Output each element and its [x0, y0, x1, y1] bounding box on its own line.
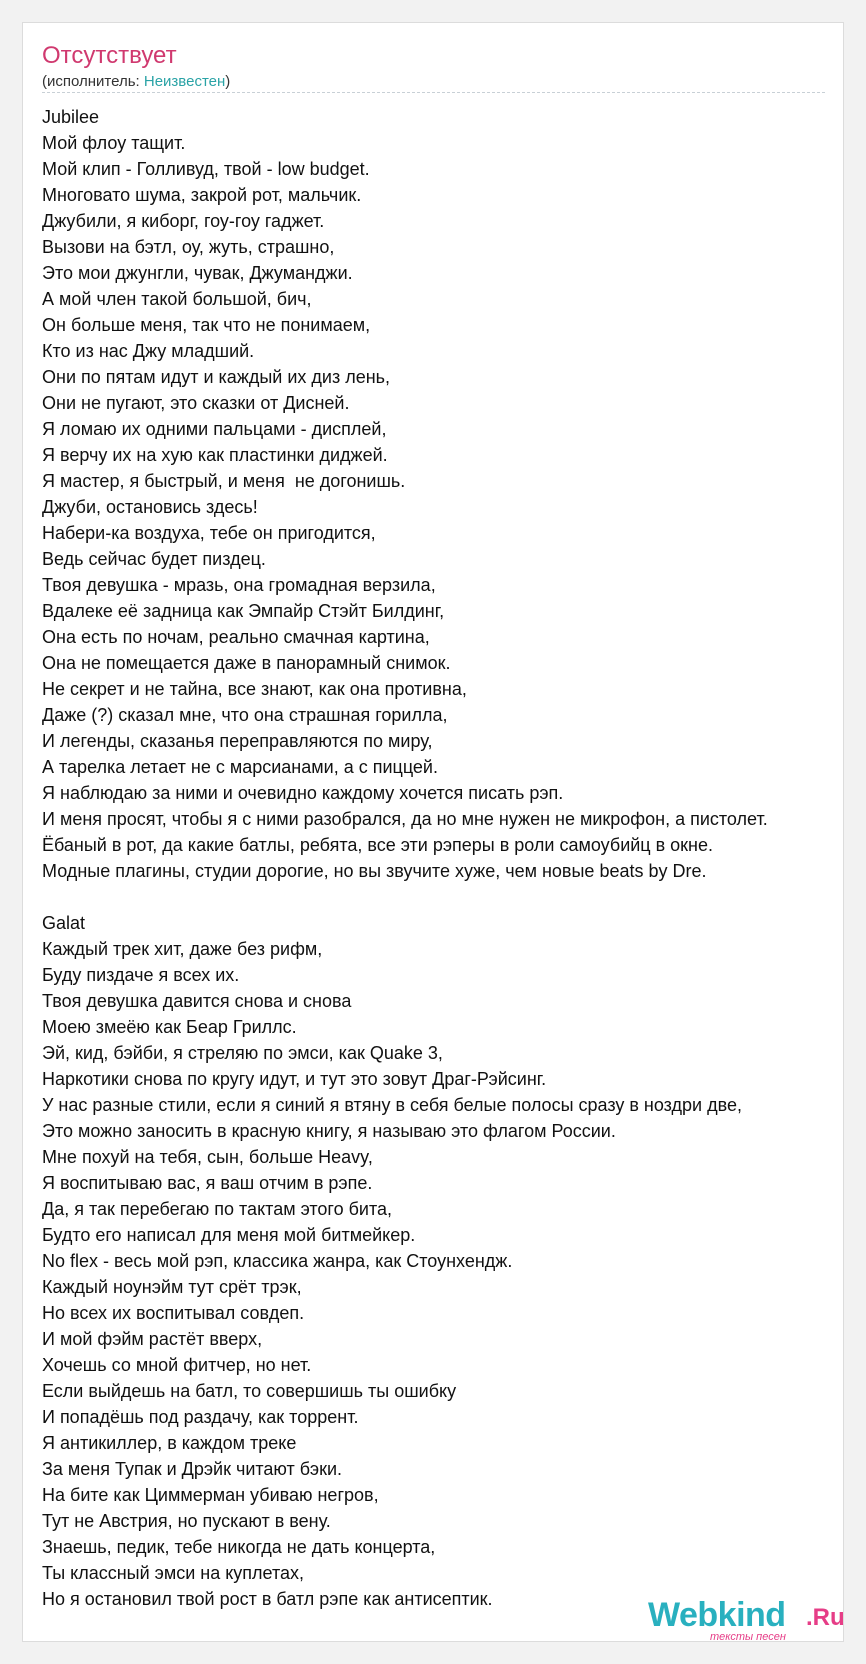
lyric-line: Вызови на бэтл, оу, жуть, страшно,: [42, 237, 335, 257]
lyric-line: Набери-ка воздуха, тебе он пригодится,: [42, 523, 376, 543]
lyric-line: Тут не Австрия, но пускают в вену.: [42, 1511, 331, 1531]
lyric-line: Она не помещается даже в панорамный снимок.: [42, 653, 451, 673]
lyric-line: И попадёшь под раздачу, как торрент.: [42, 1407, 359, 1427]
lyric-line: За меня Тупак и Дрэйк читают бэки.: [42, 1459, 343, 1479]
artist-suffix: ): [225, 73, 231, 90]
lyric-line: А тарелка летает не с марсианами, а с пиццей.: [42, 757, 438, 777]
logo-tagline: тексты песен: [710, 1631, 786, 1643]
lyric-line: Знаешь, педик, тебе никогда не дать концерта,: [42, 1537, 436, 1557]
lyric-line: Я воспитываю вас, я ваш отчим в рэпе.: [42, 1173, 373, 1193]
lyric-line: Кто из нас Джу младший.: [42, 341, 255, 361]
lyric-line: Они по пятам идут и каждый их диз лень,: [42, 367, 391, 387]
lyric-line: Я антикиллер, в каждом треке: [42, 1433, 297, 1453]
lyric-line: Он больше меня, так что не понимаем,: [42, 315, 371, 335]
lyric-line: Я мастер, я быстрый, и меня не догонишь.: [42, 471, 406, 491]
lyric-line: И меня просят, чтобы я с ними разобрался, да но мне нужен не микрофон, а пистолет.: [42, 809, 768, 829]
lyric-line: Твоя девушка давится снова и снова: [42, 991, 352, 1011]
lyric-line: И легенды, сказанья переправляются по миру,: [42, 731, 433, 751]
lyric-line: Это можно заносить в красную книгу, я называю это флагом России.: [42, 1121, 616, 1141]
lyric-line: Модные плагины, студии дорогие, но вы звучите хуже, чем новые beats by Dre.: [42, 861, 707, 881]
lyric-line: Ёбаный в рот, да какие батлы, ребята, все эти рэперы в роли самоубийц в окне.: [42, 835, 714, 855]
lyric-line: Ты классный эмси на куплетах,: [42, 1563, 305, 1583]
artist-prefix: (исполнитель:: [42, 73, 144, 90]
lyric-line: Джуби, остановись здесь!: [42, 497, 258, 517]
lyric-line: Они не пугают, это сказки от Дисней.: [42, 393, 350, 413]
lyric-line: И мой фэйм растёт вверх,: [42, 1329, 263, 1349]
lyric-line: Вдалеке её задница как Эмпайр Стэйт Билдинг,: [42, 601, 445, 621]
lyric-line: Но я остановил твой рост в батл рэпе как антисептик.: [42, 1589, 493, 1609]
logo-domain: .Ru: [806, 1604, 845, 1631]
lyric-line: No flex - весь мой рэп, классика жанра, как Стоунхендж.: [42, 1251, 513, 1271]
lyric-line: Если выйдешь на батл, то совершишь ты ошибку: [42, 1381, 457, 1401]
lyric-line: Мой клип - Голливуд, твой - low budget.: [42, 159, 370, 179]
lyric-line: Буду пиздаче я всех их.: [42, 965, 240, 985]
lyric-line: Но всех их воспитывал совдеп.: [42, 1303, 305, 1323]
lyric-line: Наркотики снова по кругу идут, и тут это зовут Драг-Рэйсинг.: [42, 1069, 547, 1089]
lyric-line: Будто его написал для меня мой битмейкер.: [42, 1225, 416, 1245]
lyric-line: Мой флоу тащит.: [42, 133, 186, 153]
lyric-line: Даже (?) сказал мне, что она страшная горилла,: [42, 705, 448, 725]
lyric-line: Ведь сейчас будет пиздец.: [42, 549, 266, 569]
lyric-line: А мой член такой большой, бич,: [42, 289, 312, 309]
lyric-line: Моею змеёю как Беар Гриллс.: [42, 1017, 297, 1037]
lyric-line: У нас разные стили, если я синий я втяну в себя белые полосы сразу в ноздри две,: [42, 1095, 742, 1115]
lyric-line: Каждый ноунэйм тут срёт трэк,: [42, 1277, 302, 1297]
lyric-line: [42, 884, 862, 910]
lyric-line: Не секрет и не тайна, все знают, как она противна,: [42, 679, 467, 699]
lyric-line: Я наблюдаю за ними и очевидно каждому хочется писать рэп.: [42, 783, 564, 803]
lyric-line: Да, я так перебегаю по тактам этого бита,: [42, 1199, 393, 1219]
title-divider: [42, 92, 825, 93]
lyric-line: Многовато шума, закрой рот, мальчик.: [42, 185, 362, 205]
logo-wordmark: Webkind: [648, 1596, 786, 1634]
lyric-line: Каждый трек хит, даже без рифм,: [42, 939, 323, 959]
lyric-line: Эй, кид, бэйби, я стреляю по эмси, как Quake 3,: [42, 1043, 443, 1063]
lyric-line: Я верчу их на хую как пластинки диджей.: [42, 445, 388, 465]
lyric-line: Она есть по ночам, реально смачная картина,: [42, 627, 430, 647]
lyric-line: Я ломаю их одними пальцами - дисплей,: [42, 419, 387, 439]
lyric-line: Мне похуй на тебя, сын, больше Heavy,: [42, 1147, 373, 1167]
lyric-line: Джубили, я киборг, гоу-гоу гаджет.: [42, 211, 325, 231]
lyrics-body: [42, 104, 862, 1612]
artist-line: [42, 73, 230, 90]
lyric-line: Jubilee: [42, 107, 100, 127]
lyric-line: На бите как Циммерман убиваю негров,: [42, 1485, 379, 1505]
song-title: Отсутствует: [42, 42, 177, 69]
lyric-line: Это мои джунгли, чувак, Джуманджи.: [42, 263, 353, 283]
lyric-line: Хочешь со мной фитчер, но нет.: [42, 1355, 312, 1375]
artist-link[interactable]: Неизвестен: [143, 73, 226, 90]
lyric-line: Твоя девушка - мразь, она громадная верзила,: [42, 575, 436, 595]
lyric-line: Galat: [42, 913, 86, 933]
